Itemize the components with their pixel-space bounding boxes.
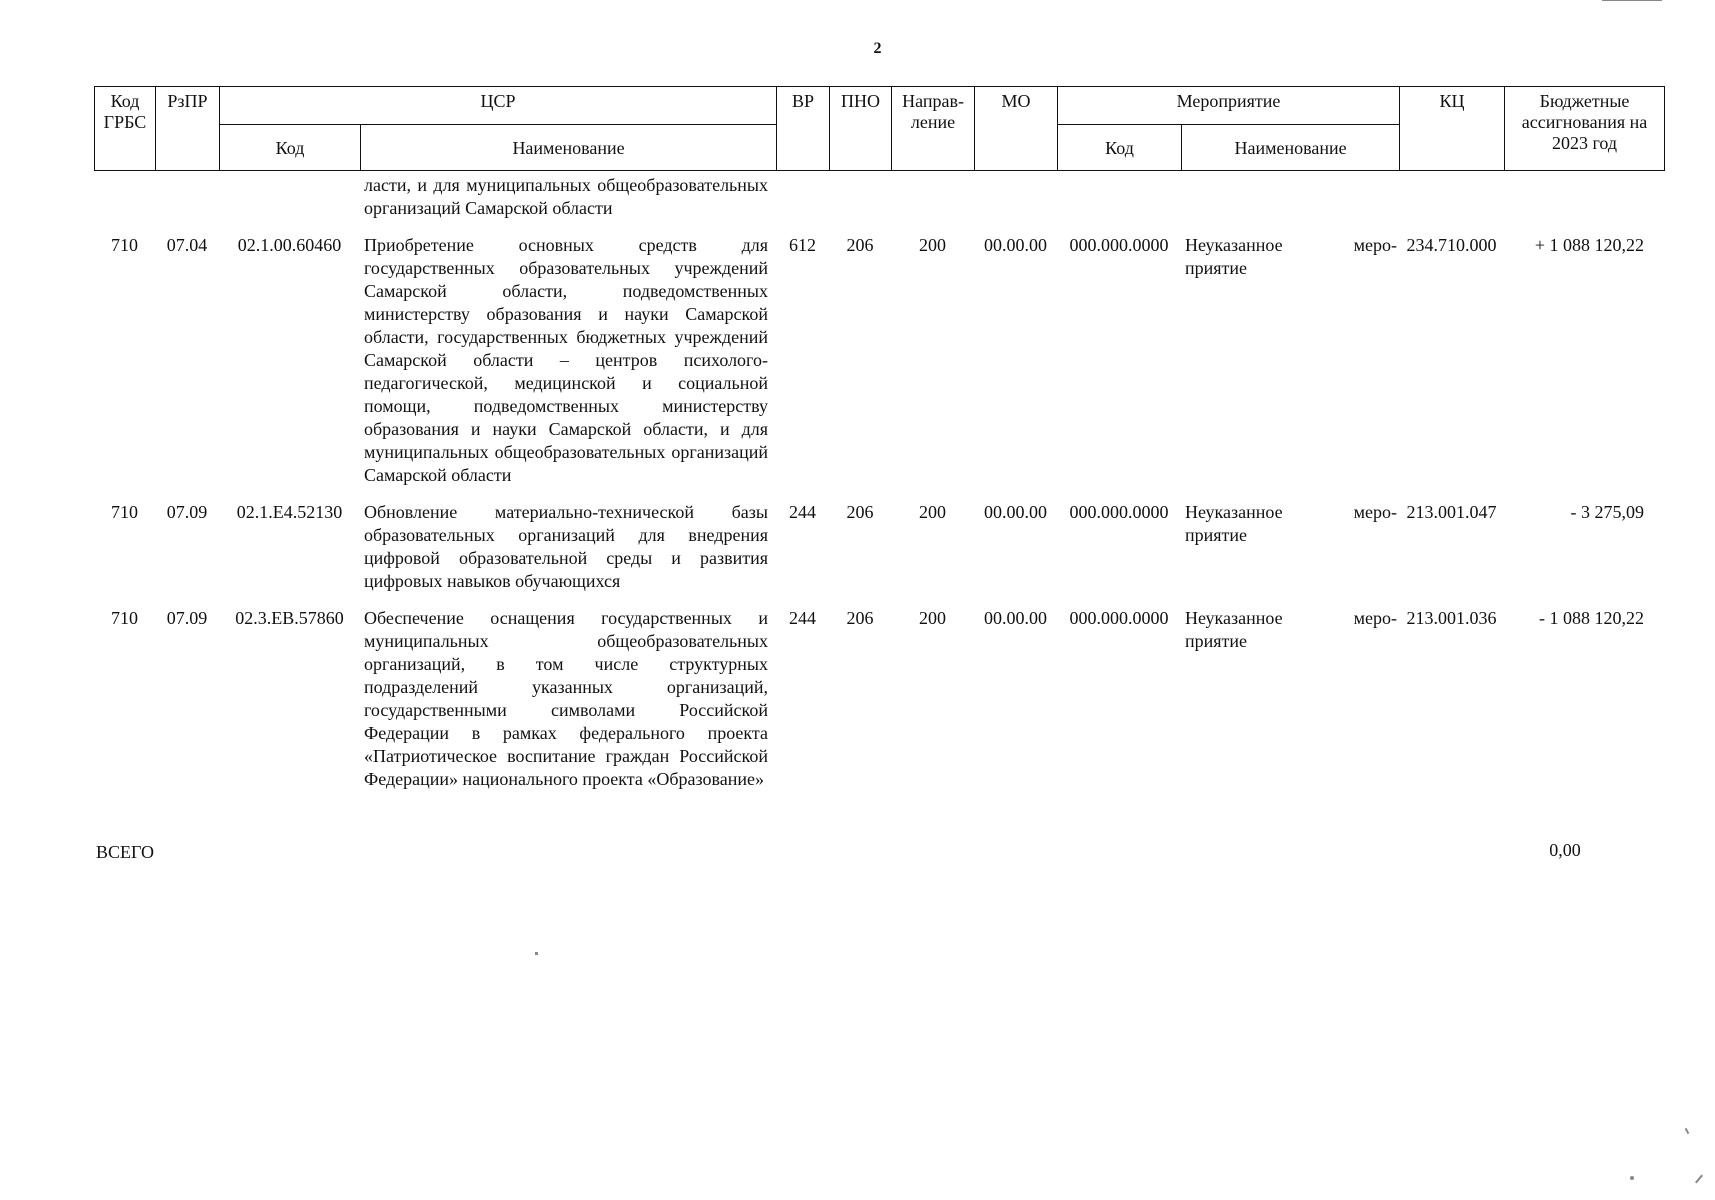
cell-napr: 200	[919, 502, 946, 522]
header-kc: КЦ	[1400, 87, 1505, 171]
total-value: 0,00	[1549, 840, 1581, 860]
continuation-row	[94, 174, 1664, 220]
header-csr: ЦСР	[220, 87, 777, 125]
total-label: ВСЕГО	[96, 842, 154, 862]
scan-speck	[1695, 1175, 1703, 1184]
page-number: 2	[873, 40, 882, 57]
cell-amount: + 1 088 120,22	[1534, 235, 1644, 255]
cell-mo: 00.00.00	[984, 608, 1047, 628]
cell-vr: 612	[789, 235, 816, 255]
cell-vr: 244	[789, 608, 816, 628]
cell-grbs: 710	[111, 502, 138, 522]
cell-csr-name: Приобретение основных средств для государственных образовательных учреждений Самарской области, подведомственных министерству образования и науки Самарской области, государственных бюджетных учреждений Самарской области – центров психолого-педагогической, медицинской и социальной помощи, подведомственных министерству образования и науки Самарской области, и для муниципальных общеобразовательных организаций Самарской области	[364, 235, 768, 485]
cell-kc: 213.001.047	[1406, 502, 1497, 522]
header-csr-kod: Код	[220, 125, 361, 171]
cell-csr-code: 02.1.00.60460	[237, 235, 342, 255]
cell-rzpr: 07.09	[166, 502, 208, 522]
scan-speck	[1685, 1128, 1690, 1134]
cell-napr: 200	[919, 608, 946, 628]
cell-pno: 206	[846, 502, 874, 522]
cell-mer-name: Неуказанное меро- приятие	[1185, 235, 1397, 278]
header-csr-name: Наименование	[361, 125, 777, 171]
cell-rzpr: 07.04	[166, 235, 208, 255]
cell-kc: 213.001.036	[1406, 608, 1497, 628]
header-pno: ПНО	[830, 87, 892, 171]
cell-csr-code: 02.1.E4.52130	[236, 502, 343, 522]
cell-grbs: 710	[111, 235, 138, 255]
cell-rzpr: 07.09	[166, 608, 208, 628]
cell-mo: 00.00.00	[984, 235, 1047, 255]
scan-speck	[1602, 0, 1662, 1]
header-mo: МО	[975, 87, 1058, 171]
cell-csr-code: 02.3.EB.57860	[235, 608, 344, 628]
cell-mo: 00.00.00	[984, 502, 1047, 522]
cell-amount: - 1 088 120,22	[1539, 608, 1644, 628]
scan-speck	[1630, 1176, 1634, 1180]
table-header	[94, 86, 1665, 171]
table-row	[94, 234, 1664, 487]
table-row	[94, 607, 1664, 791]
header-budget: Бюджетные ассигнования на 2023 год	[1505, 87, 1665, 171]
cell-pno: 206	[846, 235, 874, 255]
cell-mer-code: 000.000.0000	[1069, 502, 1169, 522]
cell-mer-name: Неуказанное меро- приятие	[1185, 608, 1397, 651]
header-vr: ВР	[777, 87, 830, 171]
cell-mer-name: Неуказанное меро- приятие	[1185, 502, 1397, 545]
header-rzpr: РзПР	[156, 87, 220, 171]
cell-csr-name: Обновление материально-технической базы образовательных организаций для внедрения цифровой образовательной среды и развития цифровых навыков обучающихся	[364, 502, 768, 591]
cell-vr: 244	[789, 502, 816, 522]
scan-speck	[535, 952, 538, 955]
cell-csr-name: Обеспечение оснащения государственных и муниципальных общеобразовательных организаций, в том числе структурных подразделений указанных организаций, государственными символами Российской Федерации в рамках федерального проекта «Патриотическое воспитание граждан Российской Федерации» национального проекта «Образование»	[364, 608, 768, 789]
header-meropriyatie: Мероприятие	[1058, 87, 1400, 125]
cell-mer-code: 000.000.0000	[1069, 235, 1169, 255]
header-napravlenie: Направ-ление	[892, 87, 975, 171]
cell-grbs: 710	[111, 608, 138, 628]
cell-amount: - 3 275,09	[1570, 502, 1644, 522]
table-row	[94, 501, 1664, 593]
header-kod-grbs: Код ГРБС	[95, 87, 156, 171]
cell-napr: 200	[919, 235, 946, 255]
header-mer-kod: Код	[1058, 125, 1182, 171]
cell-mer-code: 000.000.0000	[1069, 608, 1169, 628]
continuation-text: ласти, и для муниципальных общеобразовательных организаций Самарской области	[364, 175, 768, 218]
cell-pno: 206	[846, 608, 874, 628]
table-body	[94, 174, 1664, 791]
cell-kc: 234.710.000	[1406, 235, 1497, 255]
header-mer-name: Наименование	[1182, 125, 1400, 171]
